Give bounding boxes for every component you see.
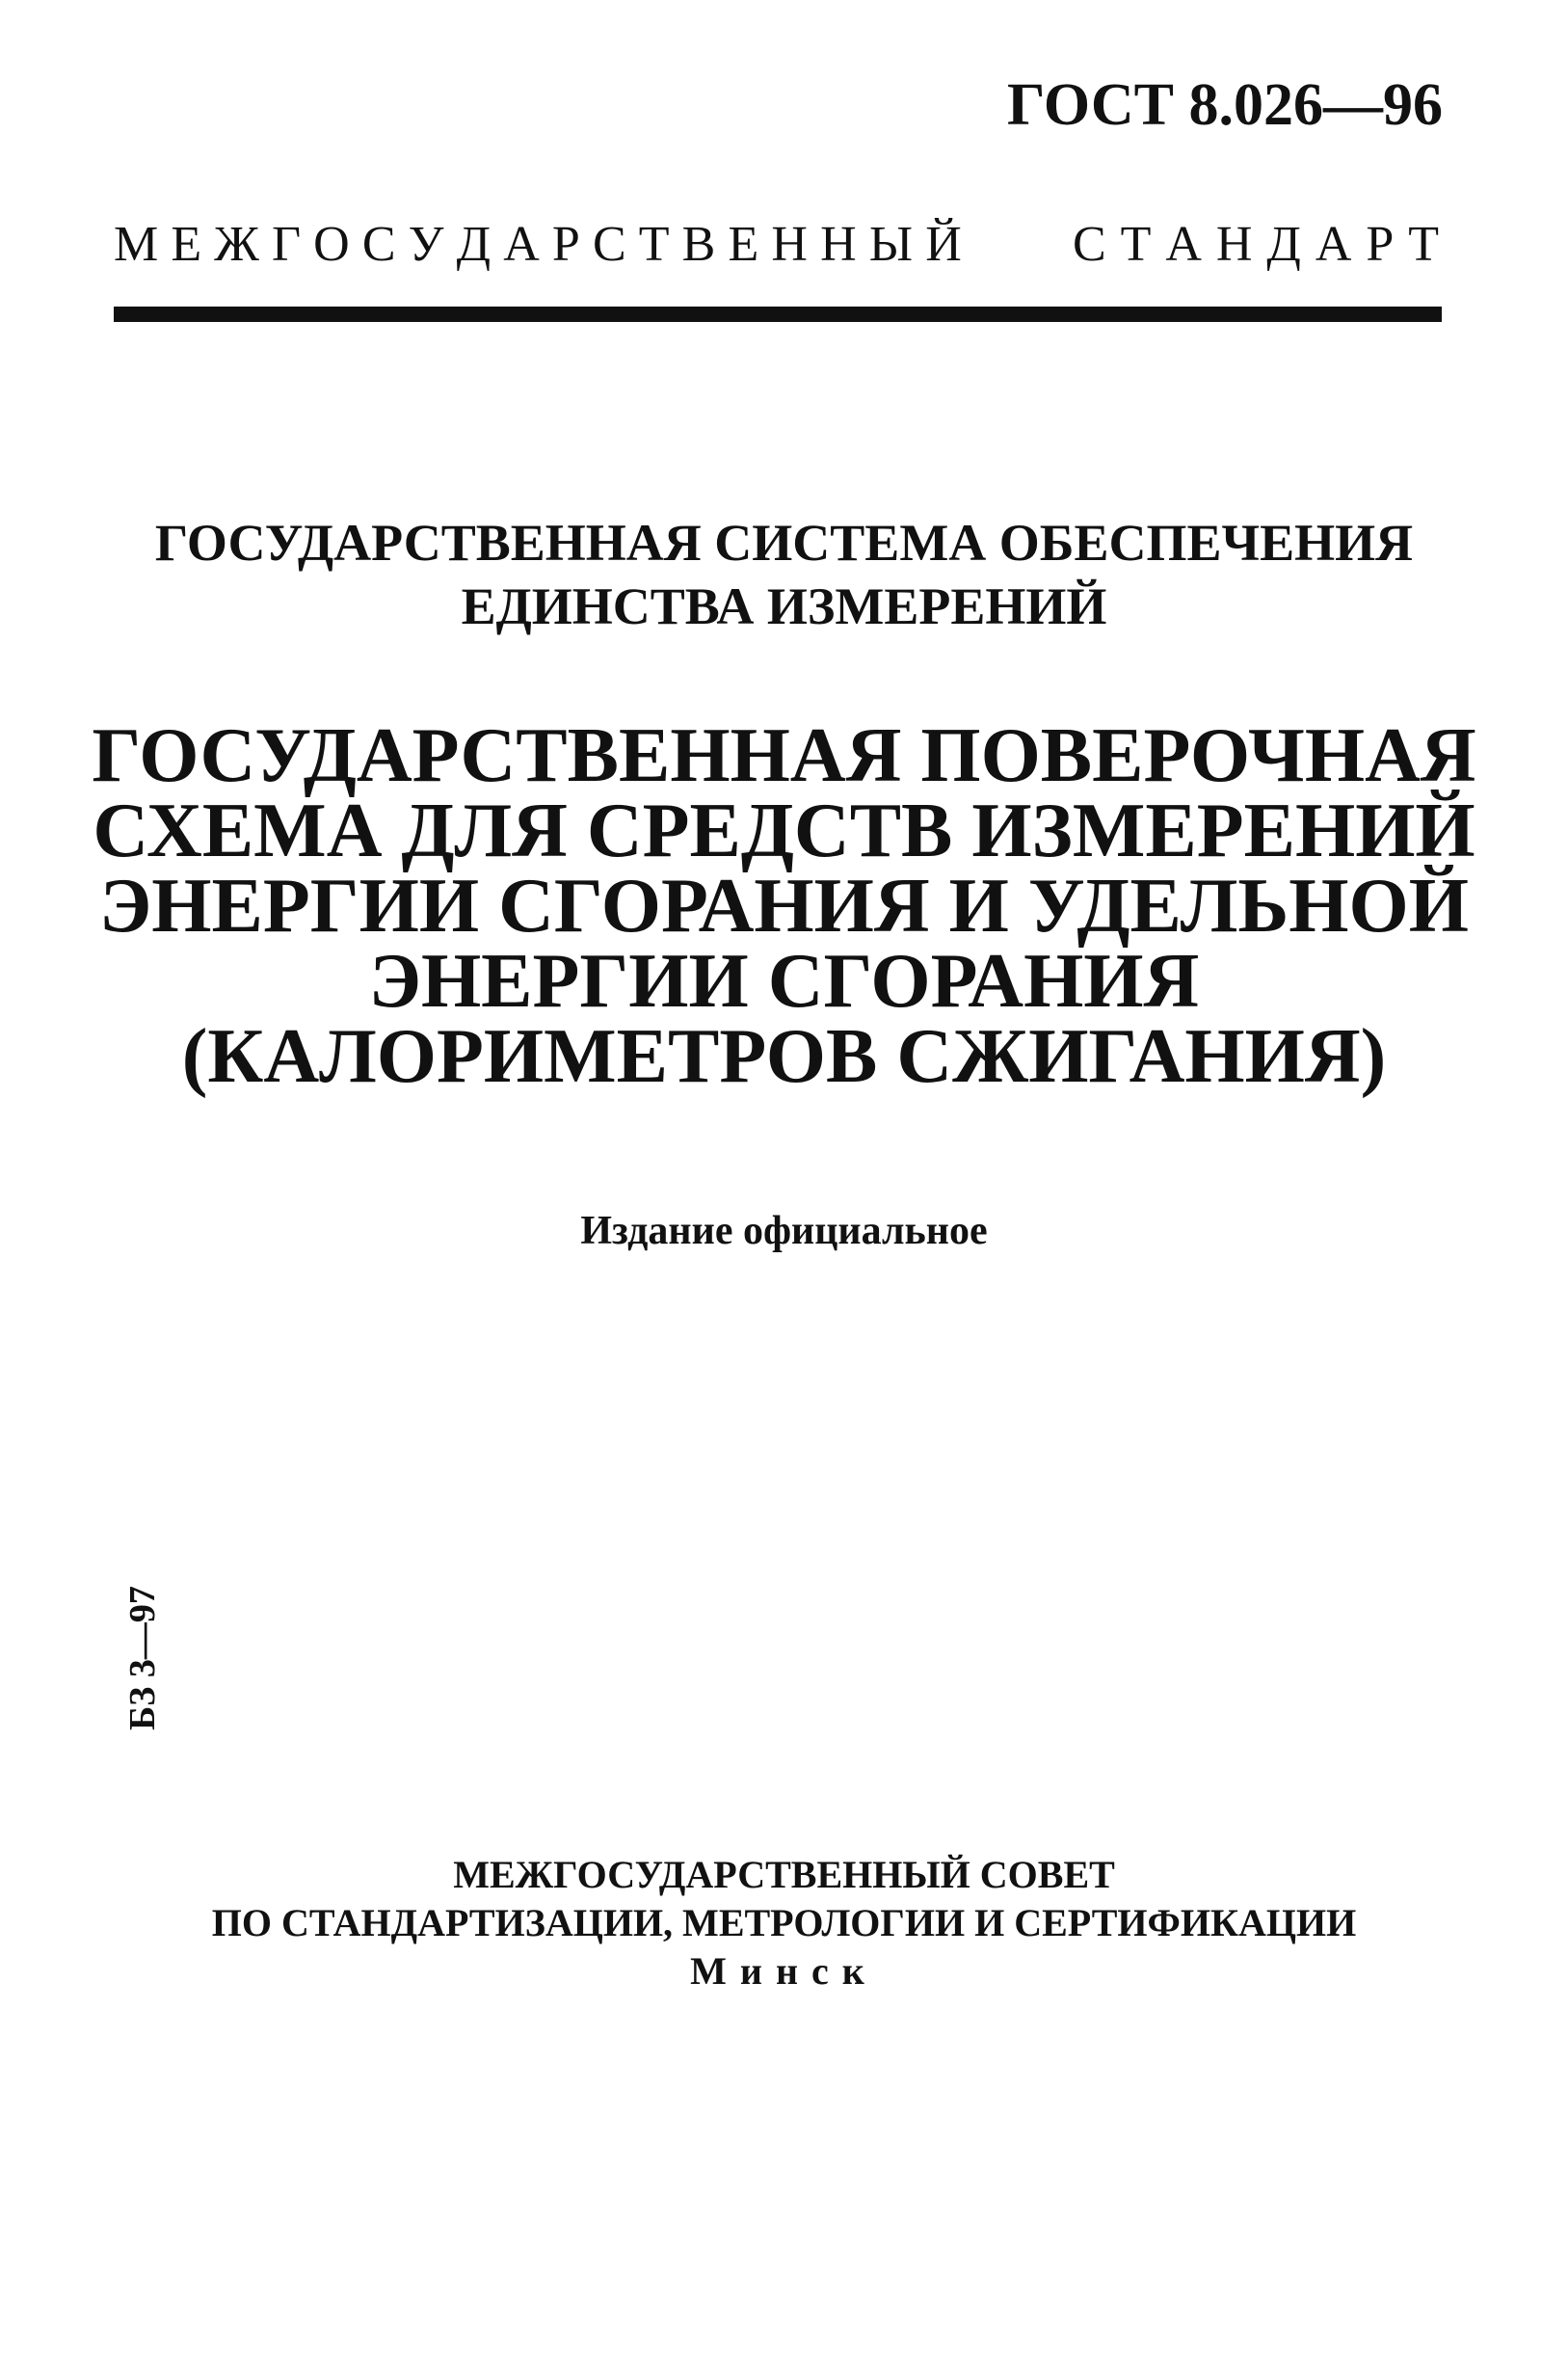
system-title-line-2: ЕДИНСТВА ИЗМЕРЕНИЙ	[461, 577, 1107, 635]
standard-type-word-2: С Т А Н Д А Р Т	[1073, 217, 1439, 272]
system-title	[0, 511, 1568, 638]
main-title	[0, 713, 1568, 1099]
horizontal-rule	[114, 307, 1442, 322]
document-number: ГОСТ 8.026—96	[1006, 72, 1443, 138]
standard-type-heading	[114, 217, 1439, 272]
publisher-city: Минск	[690, 1949, 878, 1993]
publisher-line-1: МЕЖГОСУДАРСТВЕННЫЙ СОВЕТ	[453, 1853, 1115, 1896]
main-title-line-3: ЭНЕРГИИ СГОРАНИЯ И УДЕЛЬНОЙ	[99, 864, 1469, 949]
publisher-line-2: ПО СТАНДАРТИЗАЦИИ, МЕТРОЛОГИИ И СЕРТИФИКАЦИИ	[211, 1901, 1357, 1944]
edition-label: Издание официальное	[580, 1209, 988, 1253]
publisher-block	[0, 1851, 1568, 1995]
main-title-line-2: СХЕМА ДЛЯ СРЕДСТВ ИЗМЕРЕНИЙ	[93, 789, 1475, 873]
main-title-line-1: ГОСУДАРСТВЕННАЯ ПОВЕРОЧНАЯ	[92, 713, 1476, 798]
main-title-line-4: ЭНЕРГИИ СГОРАНИЯ	[368, 939, 1200, 1024]
main-title-line-5: (КАЛОРИМЕТРОВ СЖИГАНИЯ)	[181, 1014, 1387, 1099]
system-title-line-1: ГОСУДАРСТВЕННАЯ СИСТЕМА ОБЕСПЕЧЕНИЯ	[154, 514, 1414, 572]
side-code: БЗ 3—97	[122, 1586, 163, 1730]
standard-type-word-1: М Е Ж Г О С У Д А Р С Т В Е Н Н Ы Й	[114, 217, 962, 272]
